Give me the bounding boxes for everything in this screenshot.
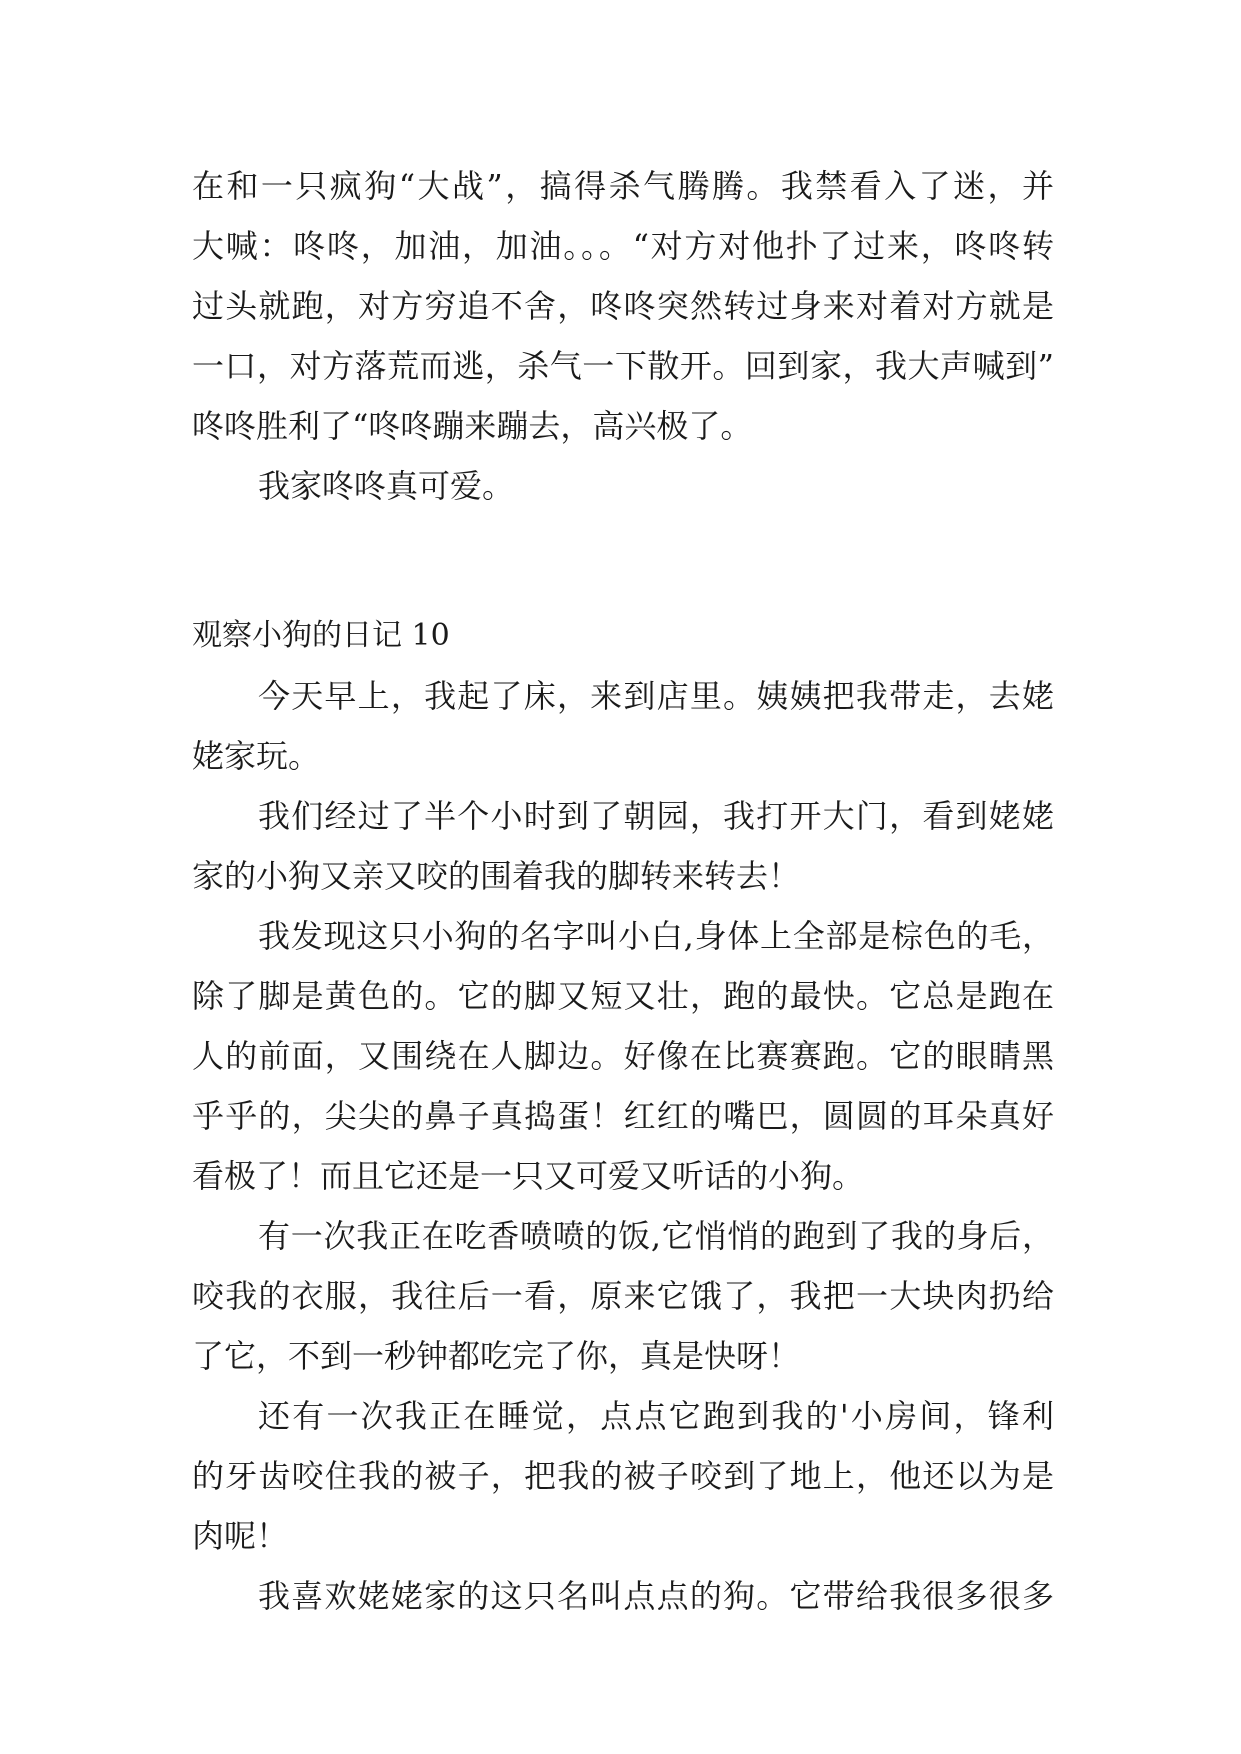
text-line: 家的小狗又亲又咬的围着我的脚转来转去！	[192, 857, 801, 895]
paragraph-6	[192, 1566, 1054, 1626]
text-line: 有一次我正在吃香喷喷的饭,它悄悄的跑到了我的身后，	[258, 1217, 1054, 1255]
text-line: 我们经过了半个小时到了朝园，我打开大门，看到姥姥	[258, 797, 1054, 835]
text-line: 咬我的衣服，我往后一看，原来它饿了，我把一大块肉扔给	[192, 1277, 1054, 1315]
text-line: 过头就跑，对方穷追不舍，咚咚突然转过身来对着对方就是	[192, 287, 1054, 325]
paragraph-cute	[192, 456, 1054, 516]
paragraph-fight	[192, 156, 1054, 456]
paragraph-4	[192, 1206, 1054, 1386]
text-line: 一口，对方落荒而逃，杀气一下散开。回到家，我大声喊到”	[192, 347, 1054, 385]
text-line: 在和一只疯狗“大战”，搞得杀气腾腾。我禁看入了迷，并	[192, 167, 1054, 205]
text-line: 除了脚是黄色的。它的脚又短又壮，跑的最快。它总是跑在	[192, 977, 1054, 1015]
paragraph-3	[192, 906, 1054, 1206]
text-line: 大喊：咚咚，加油，加油。。。“对方对他扑了过来，咚咚转	[192, 227, 1054, 265]
section-title: 观察小狗的日记 10	[192, 618, 450, 653]
paragraph-5	[192, 1386, 1054, 1566]
text-line: 看极了！而且它还是一只又可爱又听话的小狗。	[192, 1157, 865, 1195]
text-line: 今天早上，我起了床，来到店里。姨姨把我带走，去姥	[258, 677, 1054, 715]
text-line: 姥家玩。	[192, 737, 321, 775]
text-line: 我家咚咚真可爱。	[258, 467, 515, 505]
document-page	[192, 156, 1054, 1626]
text-line: 人的前面，又围绕在人脚边。好像在比赛赛跑。它的眼睛黑	[192, 1037, 1054, 1075]
text-line: 的牙齿咬住我的被子，把我的被子咬到了地上，他还以为是	[192, 1457, 1054, 1495]
paragraph-1	[192, 666, 1054, 786]
text-line: 我喜欢姥姥家的这只名叫点点的狗。它带给我很多很多	[258, 1577, 1054, 1615]
text-line: 乎乎的，尖尖的鼻子真捣蛋！红红的嘴巴，圆圆的耳朵真好	[192, 1097, 1054, 1135]
text-line: 我发现这只小狗的名字叫小白,身体上全部是棕色的毛，	[258, 917, 1054, 955]
section-gap	[192, 516, 1054, 606]
text-line: 肉呢！	[192, 1517, 289, 1555]
text-line: 了它，不到一秒钟都吃完了你，真是快呀！	[192, 1337, 801, 1375]
text-line: 还有一次我正在睡觉，点点它跑到我的'小房间，锋利	[258, 1397, 1054, 1435]
text-line: 咚咚胜利了“咚咚蹦来蹦去，高兴极了。	[192, 407, 753, 445]
paragraph-2	[192, 786, 1054, 906]
